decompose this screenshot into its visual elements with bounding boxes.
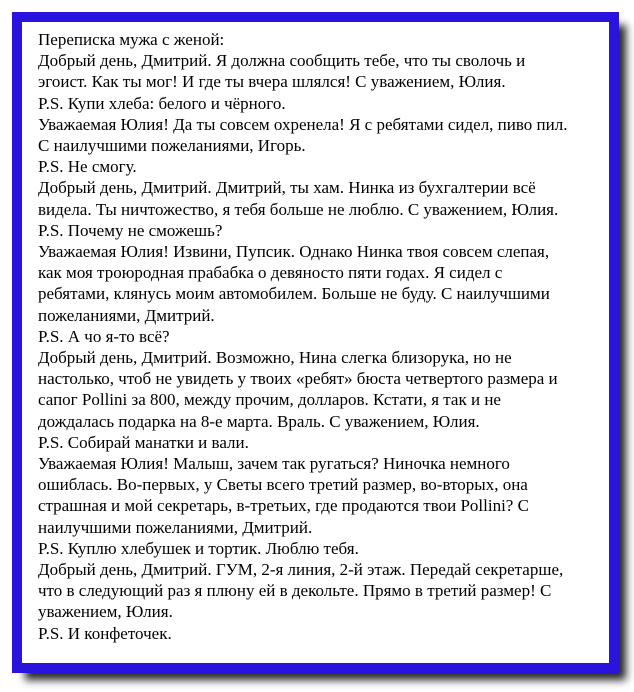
text-line: P.S. И конфеточек. xyxy=(38,623,172,643)
text-line: эгоист. Как ты мог! И где ты вчера шлялся! С уважением, Юлия. xyxy=(38,72,506,92)
text-line: уважением, Юлия. xyxy=(38,602,173,622)
text-line: наилучшими пожеланиями, Дмитрий. xyxy=(38,517,313,537)
text-line: дождалась подарка на 8-е марта. Враль. С уважением, Юлия. xyxy=(38,411,480,431)
text-line: пожеланиями, Дмитрий. xyxy=(38,305,215,325)
framed-page xyxy=(12,12,619,673)
text-line: Уважаемая Юлия! Извини, Пупсик. Однако Нинка твоя совсем слепая, xyxy=(38,242,550,262)
text-line: Добрый день, Дмитрий. Я должна сообщить тебе, что ты сволочь и xyxy=(38,51,526,71)
text-line: настолько, чтоб не увидеть у твоих «ребят» бюста четвертого размера и xyxy=(38,369,558,389)
text-line: ошиблась. Во-первых, у Светы всего третий размер, во-вторых, она xyxy=(38,475,528,495)
text-line: Добрый день, Дмитрий. ГУМ, 2-я линия, 2-й этаж. Передай секретарше, xyxy=(38,560,564,580)
text-line: P.S. Не смогу. xyxy=(38,157,137,177)
text-line: P.S. Купи хлеба: белого и чёрного. xyxy=(38,93,286,113)
text-line: Переписка мужа с женой: xyxy=(38,30,225,49)
text-line: Добрый день, Дмитрий. Дмитрий, ты хам. Нинка из бухгалтерии всё xyxy=(38,178,536,198)
text-line: сапог Pollini за 800, между прочим, долларов. Кстати, я так и не xyxy=(38,390,501,410)
text-line: страшная и мой секретарь, в-третьих, где продаются твои Pollini? С xyxy=(38,496,529,516)
text-line: С наилучшими пожеланиями, Игорь. xyxy=(38,136,306,156)
text-line: что в следующий раз я плюну ей в декольте. Прямо в третий размер! С xyxy=(38,581,552,601)
text-line: P.S. Собирай манатки и вали. xyxy=(38,432,249,452)
text-line: P.S. Почему не сможешь? xyxy=(38,220,223,240)
text-line: P.S. Куплю хлебушек и тортик. Люблю тебя. xyxy=(38,538,359,558)
text-line: Уважаемая Юлия! Да ты совсем охренела! Я с ребятами сидел, пиво пил. xyxy=(38,114,568,134)
text-line: Добрый день, Дмитрий. Возможно, Нина слегка близорука, но не xyxy=(38,348,512,368)
text-line: как моя троюродная прабабка о девяносто пяти годах. Я сидел с xyxy=(38,263,503,283)
text-line: ребятами, клянусь моим автомобилем. Больше не буду. С наилучшими xyxy=(38,284,550,304)
letter-text xyxy=(22,22,609,644)
text-line: видела. Ты ничтожество, я тебя больше не люблю. С уважением, Юлия. xyxy=(38,199,559,219)
text-line: P.S. А чо я-то всё? xyxy=(38,326,170,346)
text-line: Уважаемая Юлия! Малыш, зачем так ругаться? Ниночка немного xyxy=(38,454,510,474)
